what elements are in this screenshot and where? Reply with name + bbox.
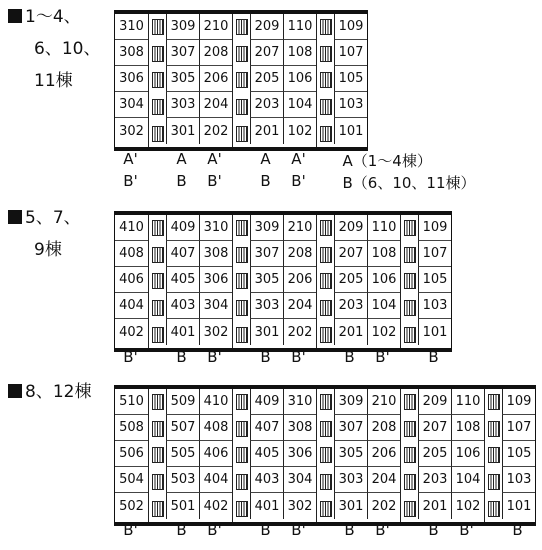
room-402: 402 [199, 493, 232, 519]
room-302: 302 [119, 123, 144, 139]
unit-type-label: B' [375, 521, 390, 539]
room-106: 106 [367, 267, 400, 293]
section-title-3 [8, 381, 91, 403]
stair-icon [236, 273, 248, 289]
stair-icon [320, 474, 332, 490]
stair-icon [404, 220, 416, 236]
stair-icon [320, 247, 332, 263]
stair-icon [236, 19, 248, 35]
room-305: 305 [334, 441, 367, 467]
room-206: 206 [283, 267, 316, 293]
stair-icon [236, 220, 248, 236]
room-105: 105 [334, 66, 367, 92]
title-line: 9棟 [34, 240, 62, 260]
room-206: 206 [367, 441, 400, 467]
room-104: 104 [283, 92, 316, 118]
unit-type-label: B' [291, 348, 306, 366]
room-303: 303 [334, 467, 367, 493]
room-204: 204 [367, 467, 400, 493]
room-209: 209 [334, 215, 367, 241]
building-plan-3 [114, 385, 536, 526]
stair-icon [320, 273, 332, 289]
room-108: 108 [451, 415, 484, 441]
room-110: 110 [451, 389, 484, 415]
unit-column [334, 389, 367, 522]
unit-type-label: B [512, 521, 523, 539]
room-102: 102 [451, 493, 484, 519]
room-109: 109 [502, 389, 535, 415]
room-206: 206 [199, 66, 232, 92]
stairwell [232, 14, 250, 147]
room-201: 201 [250, 118, 283, 144]
unit-column [166, 389, 199, 522]
room-107: 107 [502, 415, 535, 441]
room-106: 106 [283, 66, 316, 92]
unit-column [334, 14, 367, 147]
room-303: 303 [166, 92, 199, 118]
room-509: 509 [166, 389, 199, 415]
room-101: 101 [334, 118, 367, 144]
room-102: 102 [283, 118, 316, 144]
stairwell [148, 389, 166, 522]
stair-icon [320, 421, 332, 437]
unit-type-label: B [260, 348, 271, 366]
room-306: 306 [115, 66, 148, 92]
room-401: 401 [250, 493, 283, 519]
unit-type-labels-2 [0, 348, 542, 370]
unit-type-label: B' [123, 172, 138, 190]
stairwell [400, 215, 418, 348]
unit-column [250, 14, 283, 147]
room-307: 307 [166, 40, 199, 66]
room-305: 305 [250, 267, 283, 293]
room-207: 207 [334, 241, 367, 267]
stair-icon [488, 501, 500, 517]
stair-icon [488, 421, 500, 437]
stair-icon [404, 501, 416, 517]
room-407: 407 [166, 241, 199, 267]
room-505: 505 [166, 441, 199, 467]
unit-column [367, 215, 400, 348]
stair-icon [152, 474, 164, 490]
unit-type-label: B [176, 348, 187, 366]
building-plan-2 [114, 211, 452, 352]
title-line: 5、7、 [25, 208, 81, 228]
unit-column [166, 215, 199, 348]
unit-column [367, 389, 400, 522]
room-104: 104 [451, 467, 484, 493]
stair-icon [152, 46, 164, 62]
room-404: 404 [199, 467, 232, 493]
unit-column [199, 389, 232, 522]
room-410: 410 [199, 389, 232, 415]
room-403: 403 [250, 467, 283, 493]
room-208: 208 [367, 415, 400, 441]
room-207: 207 [250, 40, 283, 66]
unit-type-label: B [344, 348, 355, 366]
room-302: 302 [283, 493, 316, 519]
room-506: 506 [115, 441, 148, 467]
unit-type-labels-3 [0, 521, 542, 543]
stair-icon [152, 501, 164, 517]
stair-icon [236, 421, 248, 437]
room-304: 304 [199, 293, 232, 319]
room-306: 306 [283, 441, 316, 467]
room-402: 402 [119, 324, 144, 340]
stair-icon [236, 474, 248, 490]
unit-column [418, 215, 451, 348]
room-201: 201 [418, 493, 451, 519]
room-110: 110 [283, 14, 316, 40]
stair-icon [152, 99, 164, 115]
unit-column [283, 14, 316, 147]
stair-icon [236, 126, 248, 142]
room-107: 107 [418, 241, 451, 267]
unit-type-label: B' [207, 348, 222, 366]
room-508: 508 [115, 415, 148, 441]
room-203: 203 [418, 467, 451, 493]
square-bullet-icon [8, 384, 22, 398]
room-103: 103 [418, 293, 451, 319]
unit-column [283, 215, 316, 348]
room-501: 501 [166, 493, 199, 519]
unit-type-label: B [260, 172, 271, 190]
stair-icon [236, 447, 248, 463]
room-301: 301 [166, 118, 199, 144]
room-304: 304 [283, 467, 316, 493]
stair-icon [236, 501, 248, 517]
unit-type-label: A（1〜4棟） [342, 152, 432, 170]
unit-type-label: B [428, 348, 439, 366]
room-308: 308 [199, 241, 232, 267]
room-307: 307 [250, 241, 283, 267]
room-101: 101 [502, 493, 535, 519]
stair-icon [320, 72, 332, 88]
room-408: 408 [115, 241, 148, 267]
room-310: 310 [199, 215, 232, 241]
unit-type-label: A [176, 150, 187, 168]
room-401: 401 [166, 319, 199, 345]
stair-icon [236, 46, 248, 62]
room-209: 209 [418, 389, 451, 415]
room-406: 406 [199, 441, 232, 467]
unit-type-labels-1 [0, 150, 542, 194]
room-210: 210 [283, 215, 316, 241]
stair-icon [320, 126, 332, 142]
room-301: 301 [250, 319, 283, 345]
stair-icon [152, 126, 164, 142]
stair-icon [320, 394, 332, 410]
room-203: 203 [250, 92, 283, 118]
room-202: 202 [367, 493, 400, 519]
room-504: 504 [115, 467, 148, 493]
stair-icon [236, 300, 248, 316]
room-302: 302 [199, 319, 232, 345]
stairwell [232, 215, 250, 348]
section-title-2 [8, 207, 81, 261]
room-209: 209 [250, 14, 283, 40]
room-303: 303 [250, 293, 283, 319]
unit-column [283, 389, 316, 522]
stair-icon [152, 247, 164, 263]
room-405: 405 [250, 441, 283, 467]
title-line: 6、10、 [34, 39, 101, 59]
unit-type-label: B' [375, 348, 390, 366]
stair-icon [404, 247, 416, 263]
room-409: 409 [166, 215, 199, 241]
room-205: 205 [418, 441, 451, 467]
room-308: 308 [283, 415, 316, 441]
room-306: 306 [199, 267, 232, 293]
room-408: 408 [199, 415, 232, 441]
room-110: 110 [367, 215, 400, 241]
room-304: 304 [115, 92, 148, 118]
stair-icon [152, 447, 164, 463]
room-307: 307 [334, 415, 367, 441]
room-207: 207 [418, 415, 451, 441]
room-201: 201 [334, 319, 367, 345]
unit-type-label: B [344, 521, 355, 539]
room-103: 103 [334, 92, 367, 118]
stair-icon [320, 220, 332, 236]
section-title-1 [8, 6, 100, 92]
stair-icon [152, 72, 164, 88]
room-101: 101 [418, 319, 451, 345]
stair-icon [152, 300, 164, 316]
stair-icon [320, 501, 332, 517]
unit-column [166, 14, 199, 147]
room-203: 203 [334, 293, 367, 319]
stairwell [316, 389, 334, 522]
room-404: 404 [115, 293, 148, 319]
stair-icon [404, 421, 416, 437]
title-line: 1〜4、 [25, 7, 81, 27]
square-bullet-icon [8, 210, 22, 224]
unit-type-label: B（6、10、11棟） [342, 174, 476, 192]
room-510: 510 [115, 389, 148, 415]
unit-type-label: A [260, 150, 271, 168]
room-107: 107 [334, 40, 367, 66]
room-507: 507 [166, 415, 199, 441]
room-208: 208 [283, 241, 316, 267]
stair-icon [404, 474, 416, 490]
unit-type-label: B' [291, 521, 306, 539]
unit-type-label: B' [291, 172, 306, 190]
unit-type-label: A' [291, 150, 306, 168]
stairwell [148, 14, 166, 147]
unit-type-label: B [260, 521, 271, 539]
room-210: 210 [367, 389, 400, 415]
unit-type-label: B [428, 521, 439, 539]
stair-icon [236, 394, 248, 410]
room-105: 105 [502, 441, 535, 467]
unit-type-label: B' [459, 521, 474, 539]
room-108: 108 [283, 40, 316, 66]
unit-column [502, 389, 535, 522]
room-202: 202 [199, 118, 232, 144]
room-503: 503 [166, 467, 199, 493]
unit-column [250, 215, 283, 348]
stair-icon [404, 447, 416, 463]
room-310: 310 [115, 14, 148, 40]
room-103: 103 [502, 467, 535, 493]
room-403: 403 [166, 293, 199, 319]
room-410: 410 [115, 215, 148, 241]
unit-type-label: B' [123, 521, 138, 539]
room-205: 205 [334, 267, 367, 293]
stair-icon [152, 421, 164, 437]
unit-column [418, 389, 451, 522]
stair-icon [404, 394, 416, 410]
room-204: 204 [199, 92, 232, 118]
stairwell [148, 215, 166, 348]
unit-type-label: A' [123, 150, 138, 168]
stair-icon [320, 300, 332, 316]
stairwell [400, 389, 418, 522]
title-line: 8、12棟 [25, 382, 92, 402]
stair-icon [320, 327, 332, 343]
unit-column [115, 14, 148, 147]
stair-icon [488, 447, 500, 463]
stair-icon [152, 273, 164, 289]
stairwell [316, 14, 334, 147]
unit-column [115, 389, 148, 522]
unit-column [334, 215, 367, 348]
stair-icon [236, 247, 248, 263]
stair-icon [320, 99, 332, 115]
unit-type-label: B' [123, 348, 138, 366]
unit-column [199, 14, 232, 147]
room-310: 310 [283, 389, 316, 415]
room-102: 102 [367, 319, 400, 345]
room-406: 406 [115, 267, 148, 293]
stair-icon [152, 220, 164, 236]
unit-type-label: B' [207, 521, 222, 539]
stairwell [232, 389, 250, 522]
stair-icon [236, 72, 248, 88]
room-204: 204 [283, 293, 316, 319]
room-308: 308 [115, 40, 148, 66]
unit-column [199, 215, 232, 348]
unit-type-label: B [176, 521, 187, 539]
stair-icon [152, 19, 164, 35]
unit-type-label: B [176, 172, 187, 190]
room-208: 208 [199, 40, 232, 66]
title-line: 11棟 [34, 71, 73, 91]
stair-icon [320, 447, 332, 463]
stairwell [316, 215, 334, 348]
stair-icon [404, 300, 416, 316]
stair-icon [404, 327, 416, 343]
square-bullet-icon [8, 9, 22, 23]
stair-icon [488, 394, 500, 410]
stair-icon [152, 394, 164, 410]
room-104: 104 [367, 293, 400, 319]
room-106: 106 [451, 441, 484, 467]
unit-column [451, 389, 484, 522]
stair-icon [152, 327, 164, 343]
room-405: 405 [166, 267, 199, 293]
stair-icon [404, 273, 416, 289]
unit-column [115, 215, 148, 348]
room-105: 105 [418, 267, 451, 293]
stairwell [484, 389, 502, 522]
stair-icon [236, 327, 248, 343]
room-309: 309 [166, 14, 199, 40]
unit-type-label: B' [207, 172, 222, 190]
room-109: 109 [334, 14, 367, 40]
stair-icon [320, 19, 332, 35]
room-409: 409 [250, 389, 283, 415]
unit-column [250, 389, 283, 522]
room-210: 210 [199, 14, 232, 40]
room-301: 301 [334, 493, 367, 519]
room-309: 309 [334, 389, 367, 415]
room-108: 108 [367, 241, 400, 267]
unit-type-label: A' [207, 150, 222, 168]
room-109: 109 [418, 215, 451, 241]
room-305: 305 [166, 66, 199, 92]
stair-icon [320, 46, 332, 62]
stair-icon [488, 474, 500, 490]
room-407: 407 [250, 415, 283, 441]
stair-icon [236, 99, 248, 115]
room-202: 202 [283, 319, 316, 345]
room-205: 205 [250, 66, 283, 92]
room-502: 502 [119, 498, 144, 514]
building-plan-1 [114, 10, 368, 151]
room-309: 309 [250, 215, 283, 241]
